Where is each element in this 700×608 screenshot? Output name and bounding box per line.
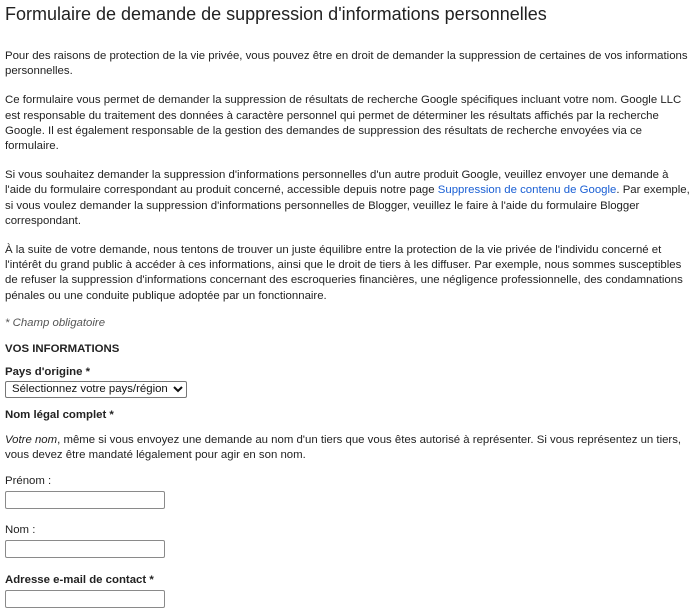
legal-name-label: Nom légal complet *: [5, 408, 114, 421]
balance-paragraph: À la suite de votre demande, nous tentons de trouver un juste équilibre entre la protection de la vie privée de l'individu concerné et l'intérêt du grand public à accéder à ces informations, ainsi que le droit de tiers à les diffuser. Par exemple, nous sommes susceptibles de refuser la suppression d'informations concernant des escroqueries financières, une négligence professionnelle, des condamnations pénales ou une conduite publique adoptée par un fonctionnaire.: [5, 244, 683, 302]
other-products-text-after: . Par exemple, si vous voulez demander la suppression d'informations personnelles de Blogger, veuillez le faire à l'aide du formulaire Blogger correspondant.: [5, 184, 690, 227]
lastname-label: Nom :: [5, 524, 36, 537]
email-input[interactable]: [5, 590, 165, 608]
other-products-text-before: Si vous souhaitez demander la suppression d'informations personnelles d'un autre produit Google, veuillez envoyer une demande à l'aide du formulaire correspondant au produit concerné, accessible depuis notre page: [5, 169, 669, 197]
required-field-note: * Champ obligatoire: [5, 316, 106, 329]
section-title-your-info: VOS INFORMATIONS: [5, 342, 120, 355]
firstname-label: Prénom :: [5, 475, 52, 488]
lastname-input[interactable]: [5, 540, 165, 558]
scope-paragraph: Ce formulaire vous permet de demander la suppression de résultats de recherche Google spécifiques incluant votre nom. Google LLC est responsable du traitement des données à caractère personnel qui permet de déterminer les résultats affichés par la recherche Google. Il est également responsable de la gestion des demandes de suppression des résultats de recherche envoyées via ce formulaire.: [5, 94, 682, 153]
country-label: Pays d'origine *: [5, 365, 91, 378]
legal-name-description-em: Votre nom: [5, 433, 58, 446]
content-removal-link[interactable]: Suppression de contenu de Google: [437, 184, 617, 197]
country-select[interactable]: [5, 381, 187, 398]
other-products-paragraph: [5, 168, 690, 229]
legal-name-description-rest: , même si vous envoyez une demande au nom d'un tiers que vous êtes autorisé à représenter. Si vous représentez un tiers, vous devez être mandaté légalement pour agir en son nom.: [5, 433, 682, 462]
firstname-input[interactable]: [5, 491, 165, 509]
legal-name-description: [5, 433, 690, 463]
intro-paragraph: Pour des raisons de protection de la vie privée, vous pouvez être en droit de demander la suppression de certaines de vos informations personnelles.: [5, 50, 688, 78]
page: [0, 2, 700, 608]
page-title: Formulaire de demande de suppression d'informations personnelles: [5, 4, 547, 24]
email-label: Adresse e-mail de contact *: [5, 574, 154, 587]
